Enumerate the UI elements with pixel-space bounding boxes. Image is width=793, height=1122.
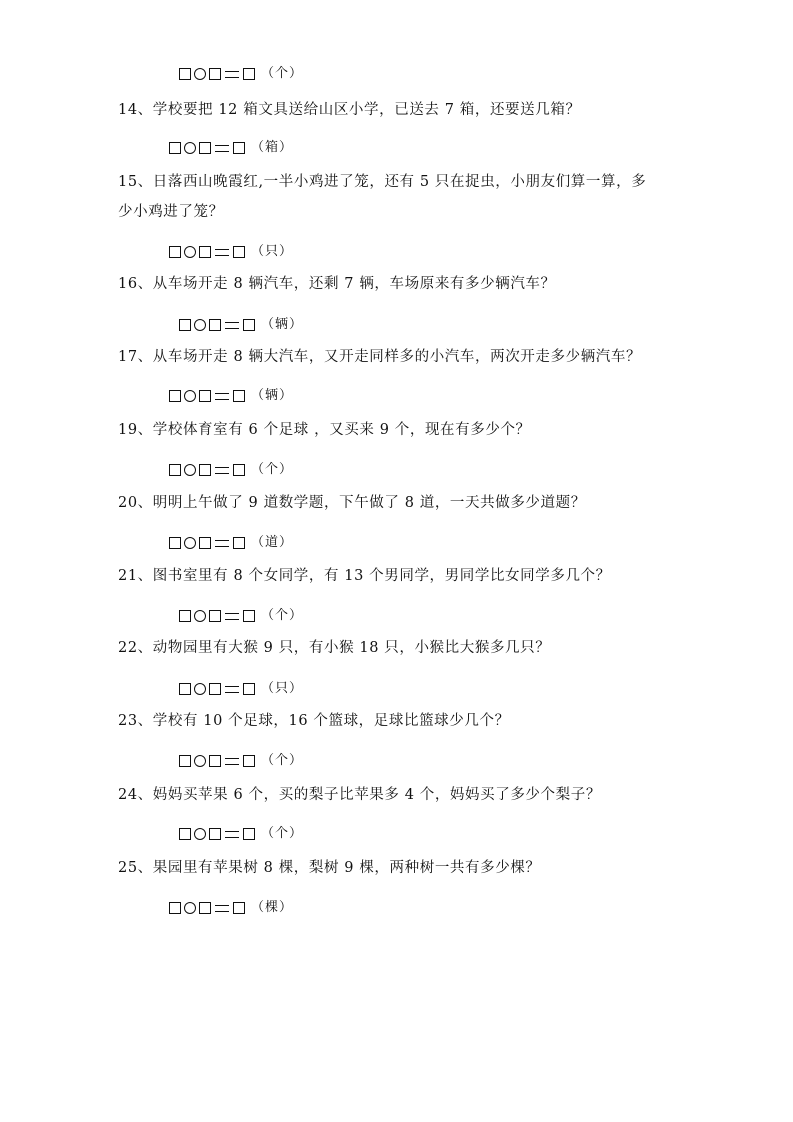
equals-icon bbox=[225, 322, 239, 329]
blank-box-icon bbox=[199, 246, 211, 258]
operator-circle-icon bbox=[194, 683, 206, 695]
blank-box-icon bbox=[169, 537, 181, 549]
question-23: 23、学校有 10 个足球，16 个篮球，足球比篮球少几个？ bbox=[118, 713, 510, 729]
blank-box-icon bbox=[243, 828, 255, 840]
blank-box-icon bbox=[209, 683, 221, 695]
operator-circle-icon bbox=[184, 246, 196, 258]
equals-icon bbox=[215, 540, 229, 547]
blank-box-icon bbox=[179, 683, 191, 695]
equals-icon bbox=[215, 145, 229, 152]
blank-box-icon bbox=[209, 755, 221, 767]
operator-circle-icon bbox=[184, 142, 196, 154]
question-21: 21、图书室里有 8 个女同学，有 13 个男同学，男同学比女同学多几个？ bbox=[118, 568, 611, 584]
blank-box-icon bbox=[233, 390, 245, 402]
blank-box-icon bbox=[169, 390, 181, 402]
answer-line-21 bbox=[178, 606, 303, 626]
answer-line-22 bbox=[178, 679, 303, 699]
equals-icon bbox=[225, 686, 239, 693]
question-25: 25、果园里有苹果树 8 棵，梨树 9 棵，两种树一共有多少棵？ bbox=[118, 860, 541, 876]
operator-circle-icon bbox=[194, 828, 206, 840]
answer-unit: （个） bbox=[261, 826, 304, 841]
equals-icon bbox=[215, 467, 229, 474]
operator-circle-icon bbox=[194, 319, 206, 331]
question-24: 24、妈妈买苹果 6 个，买的梨子比苹果多 4 个，妈妈买了多少个梨子？ bbox=[118, 787, 601, 803]
blank-box-icon bbox=[199, 464, 211, 476]
operator-circle-icon bbox=[184, 902, 196, 914]
blank-box-icon bbox=[199, 142, 211, 154]
question-20: 20、明明上午做了 9 道数学题，下午做了 8 道，一天共做多少道题？ bbox=[118, 495, 586, 511]
question-15-line-2: 少小鸡进了笼？ bbox=[118, 204, 224, 220]
answer-line-25 bbox=[168, 898, 293, 918]
equals-icon bbox=[215, 249, 229, 256]
equals-icon bbox=[225, 613, 239, 620]
operator-circle-icon bbox=[194, 755, 206, 767]
equals-icon bbox=[215, 905, 229, 912]
blank-box-icon bbox=[243, 610, 255, 622]
question-17: 17、从车场开走 8 辆大汽车，又开走同样多的小汽车，两次开走多少辆汽车？ bbox=[118, 349, 642, 365]
operator-circle-icon bbox=[184, 537, 196, 549]
blank-box-icon bbox=[243, 683, 255, 695]
blank-box-icon bbox=[233, 464, 245, 476]
blank-box-icon bbox=[233, 142, 245, 154]
blank-box-icon bbox=[169, 464, 181, 476]
answer-unit: （辆） bbox=[261, 317, 304, 332]
answer-unit: （辆） bbox=[251, 388, 294, 403]
blank-box-icon bbox=[233, 902, 245, 914]
question-15-line-1: 15、日落西山晚霞红,一半小鸡进了笼，还有 5 只在捉虫，小朋友们算一算，多 bbox=[118, 174, 647, 190]
blank-box-icon bbox=[179, 610, 191, 622]
blank-box-icon bbox=[199, 537, 211, 549]
blank-box-icon bbox=[243, 319, 255, 331]
answer-unit: （棵） bbox=[251, 900, 294, 915]
blank-box-icon bbox=[199, 390, 211, 402]
operator-circle-icon bbox=[194, 610, 206, 622]
blank-box-icon bbox=[179, 319, 191, 331]
question-22: 22、动物园里有大猴 9 只，有小猴 18 只，小猴比大猴多几只？ bbox=[118, 640, 551, 656]
answer-line-20 bbox=[168, 533, 293, 553]
blank-box-icon bbox=[243, 68, 255, 80]
answer-line-23 bbox=[178, 751, 303, 771]
operator-circle-icon bbox=[184, 464, 196, 476]
operator-circle-icon bbox=[194, 68, 206, 80]
blank-box-icon bbox=[209, 68, 221, 80]
operator-circle-icon bbox=[184, 390, 196, 402]
answer-unit: （箱） bbox=[251, 140, 294, 155]
blank-box-icon bbox=[243, 755, 255, 767]
blank-box-icon bbox=[169, 246, 181, 258]
answer-unit: （个） bbox=[251, 462, 294, 477]
answer-line-17 bbox=[168, 386, 293, 406]
question-14: 14、学校要把 12 箱文具送给山区小学，已送去 7 箱，还要送几箱？ bbox=[118, 102, 581, 118]
answer-line-19 bbox=[168, 460, 293, 480]
blank-box-icon bbox=[169, 902, 181, 914]
blank-box-icon bbox=[209, 828, 221, 840]
answer-unit: （只） bbox=[261, 681, 304, 696]
blank-box-icon bbox=[233, 246, 245, 258]
answer-line-24 bbox=[178, 824, 303, 844]
blank-box-icon bbox=[179, 828, 191, 840]
answer-line-13 bbox=[178, 64, 303, 84]
blank-box-icon bbox=[233, 537, 245, 549]
answer-unit: （个） bbox=[261, 608, 304, 623]
question-16: 16、从车场开走 8 辆汽车，还剩 7 辆，车场原来有多少辆汽车？ bbox=[118, 276, 556, 292]
blank-box-icon bbox=[179, 755, 191, 767]
answer-unit: （个） bbox=[261, 753, 304, 768]
equals-icon bbox=[225, 71, 239, 78]
answer-unit: （道） bbox=[251, 535, 294, 550]
blank-box-icon bbox=[199, 902, 211, 914]
equals-icon bbox=[225, 831, 239, 838]
answer-line-16 bbox=[178, 315, 303, 335]
blank-box-icon bbox=[179, 68, 191, 80]
blank-box-icon bbox=[169, 142, 181, 154]
blank-box-icon bbox=[209, 319, 221, 331]
equals-icon bbox=[215, 393, 229, 400]
answer-unit: （个） bbox=[261, 66, 304, 81]
answer-line-15 bbox=[168, 242, 293, 262]
equals-icon bbox=[225, 758, 239, 765]
blank-box-icon bbox=[209, 610, 221, 622]
question-19: 19、学校体育室有 6 个足球 ，又买来 9 个，现在有多少个？ bbox=[118, 422, 531, 438]
answer-line-14 bbox=[168, 138, 293, 158]
answer-unit: （只） bbox=[251, 244, 294, 259]
